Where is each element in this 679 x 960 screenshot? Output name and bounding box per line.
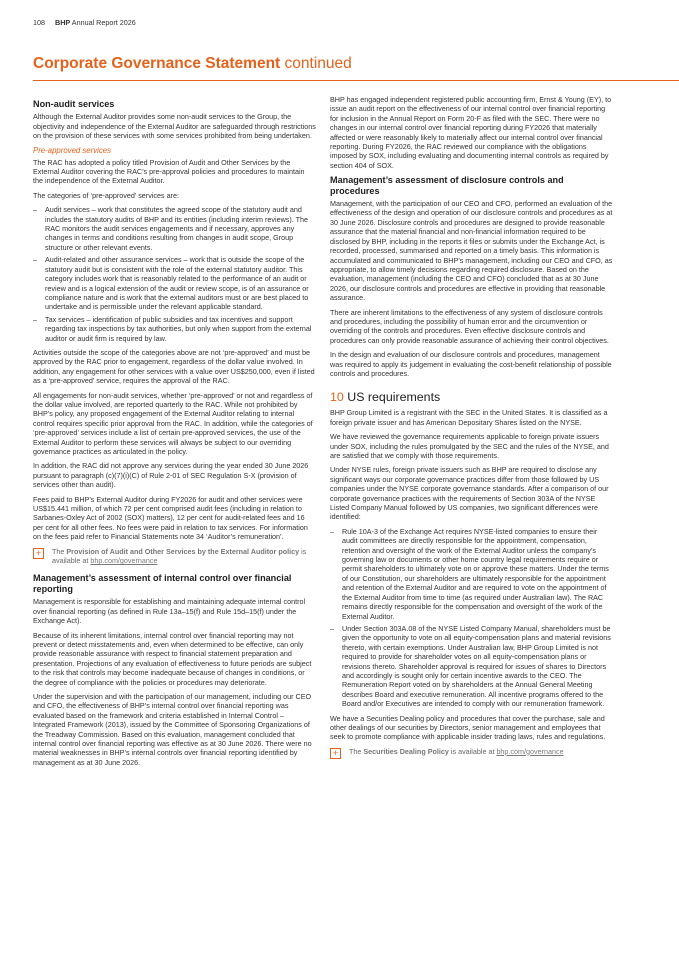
plus-icon: + <box>330 748 341 759</box>
left-column <box>33 95 316 772</box>
paragraph: There are inherent limitations to the effectiveness of any system of disclosure controls and procedures, including the possibility of human error and the circumvention or overriding of the controls and procedures. Even effective disclosure controls and procedures can only provide reasonable assurance of achieving their control objectives. <box>330 307 609 345</box>
section-title: US requirements <box>347 390 441 405</box>
title-divider <box>33 80 679 81</box>
paragraph: Because of its inherent limitations, internal control over financial reporting may not prevent or detect misstatements and, even when determined to be effective, can only provide reasonable assurance with respect to financial statement preparation and presentation. Projections of any evaluation of effectiveness to future periods are subject to the risk that controls may become inadequate because of changes in conditions, or the degree of compliance with the policies or procedures may deteriorate. <box>33 630 312 687</box>
callout-middle: is available at <box>448 746 497 756</box>
paragraph: We have a Securities Dealing policy and procedures that cover the purchase, sale and other dealings of our securities by Directors, senior management and employees that seek to promote compliance with applicable insider trading laws, rules and regulations. <box>330 713 606 742</box>
paragraph: Management is responsible for establishing and maintaining adequate internal control over financial reporting (as defined in Rule 13a–15(f) and Rule 15d–15(f) under the Exchange Act). <box>33 597 306 626</box>
paragraph: BHP Group Limited is a registrant with the SEC in the United States. It is classified as a foreign private issuer and has American Depositary Shares listed on the NYSE. <box>330 408 608 427</box>
paragraph: In addition, the RAC did not approve any services during the year ended 30 June 2026 pursuant to paragraph (c)(7)(i)(C) of Rule 2-01 of SEC Regulation S-X (provision of services other than audit). <box>33 461 309 490</box>
governance-link[interactable]: bhp.com/governance <box>496 746 564 756</box>
report-brand: BHP <box>55 18 71 27</box>
callout-policy-name: Provision of Audit and Other Services by the External Auditor policy <box>66 546 300 556</box>
list-item: – Rule 10A-3 of the Exchange Act requires NYSE-listed companies to ensure their audit committees are directly responsible for the appointment, compensation, retention and oversight of the work of the External Auditor unless the company’s governing law or documents or other home country legal requirements require or permit shareholders to ultimately vote on or approve these matters. Under the terms of our Constitution, our shareholders are ultimately responsible for the appointment and retention of the External Auditor and are required to vote on the appointment of the External Auditor from time to time (as required under Australian law). The RAC remains directly responsible for the compensation and oversight of the work of the External Auditor. <box>330 527 613 621</box>
list-item: – Tax services – identification of public subsidies and tax incentives and support regarding tax inspections by tax authorities, but only when support from the external auditor or audit firm is required by law. <box>33 315 316 343</box>
paragraph: The RAC has adopted a policy titled Provision of Audit and Other Services by the External Auditor covering the RAC’s pre-approval policies and procedures to maintain the independence of the External Auditor. <box>33 157 305 186</box>
paragraph: All engagements for non-audit services, whether ‘pre-approved’ or not and regardless of the dollar value involved, are reported quarterly to the RAC. While not prohibited by BHP’s policy, any proposed engagement of the External Auditor relating to internal control requires specific prior approval from the RAC. In addition, while the categories of ‘pre-approved’ services include a list of certain pre-approved services, the use of the External Auditor to perform these services will always be subject to our overriding governance practices as articulated in the policy. <box>33 390 313 456</box>
page-title <box>33 55 352 73</box>
paragraph: Management, with the participation of our CEO and CFO, performed an evaluation of the effectiveness of the design and operation of our disclosure controls and procedures as at 30 June 2026. Disclosure controls and procedures are designed to provide reasonable assurance that the material financial and non-financial information required to be disclosed by BHP, including in the reports it files or submits under the Exchange Act, is recorded, processed, summarised and reported on a timely basis. This information is accumulated and communicated to BHP’s management, including our CEO and CFO, as appropriate, to allow timely decisions regarding required disclosure. Based on the evaluation, management (including the CEO and CFO) concluded that as at 30 June 2026, our disclosure controls and procedures are effective in providing that reasonable assurance. <box>330 199 613 303</box>
paragraph: Although the External Auditor provides some non-audit services to the Group, the objectivity and independence of the External Auditor are safeguarded through restrictions on the provision of these services with some services prohibited from being undertaken. <box>33 112 316 141</box>
page-header <box>33 18 136 27</box>
page-number: 108 <box>33 18 45 27</box>
section-heading-us-requirements <box>330 390 613 404</box>
nyse-differences-list <box>330 527 613 709</box>
paragraph: In the design and evaluation of our disclosure controls and procedures, management was required to apply its judgement in evaluating the cost-benefit relationship of possible controls and procedures. <box>330 350 612 378</box>
page-title-suffix: continued <box>284 55 352 72</box>
list-item: – Under Section 303A.08 of the NYSE Listed Company Manual, shareholders must be given the opportunity to vote on all equity-compensation plans and material revisions thereto, with certain exemptions. Under Australian law, BHP Group Limited is not required to provide for shareholder votes on all equity-compensation plans or revisions thereto. Shareholder approval is required for issues of shares to Directors and accordingly is sought only for certain incentive awards to the CEO. The Remuneration Report voted on by shareholders at the Annual General Meeting describes Board and executive remuneration. All incentive programs offered to the Board and/or Executives are intended to comply with our remuneration framework. <box>330 624 613 709</box>
list-item: – Audit-related and other assurance services – work that is outside the scope of the statutory audit but is consistent with the role of the external statutory auditor. This category includes work that is reasonably related to the performance of an audit or review and is a logical extension of the audit or review scope, is of an assurance or compliance nature and is work that the external auditors must or are best placed to undertake and is permissible under the relevant applicable standard. <box>33 255 316 311</box>
page-title-main: Corporate Governance Statement <box>33 55 281 72</box>
paragraph: Fees paid to BHP’s External Auditor during FY2026 for audit and other services were US$15.441 million, of which 72 per cent comprised audit fees (including in relation to Sarbanes-Oxley Act of 2002 (SOX) matters), 12 per cent for audit-related fees and 16 per cent for all other fees. No fees were paid in relation to tax services. For information on the fees paid refer to Financial Statements note 34 ‘Auditor’s remuneration’. <box>33 494 308 542</box>
pre-approved-categories-list <box>33 205 316 343</box>
right-column <box>330 95 613 767</box>
plus-icon: + <box>33 548 44 559</box>
callout-text <box>52 547 316 566</box>
section-number: 10 <box>330 390 344 405</box>
heading-internal-control: Management’s assessment of internal control over financial reporting <box>33 573 292 594</box>
paragraph: Activities outside the scope of the categories above are not ‘pre-approved’ and must be approved by the RAC prior to engagement, regardless of the dollar value involved. In addition, any engagement for other services with a value over US$250,000, even if listed as a ‘pre-approved’ service, requires the approval of the RAC. <box>33 347 315 386</box>
callout-middle: is available at <box>52 546 307 566</box>
paragraph: Under the supervision and with the participation of our management, including our CEO and CFO, the effectiveness of BHP’s internal control over financial reporting was evaluated based on the framework and criteria established in Internal Control – Integrated Framework (2013), issued by the Committee of Sponsoring Organizations of the Treadway Commission. Based on this evaluation, management concluded that internal control over financial reporting was effective as at 30 June 2026. There were no material weaknesses in BHP’s internal controls over financial reporting identified by management as at 30 June 2026. <box>33 691 312 767</box>
callout-prefix: The <box>349 746 364 756</box>
subheading-pre-approved-services: Pre-approved services <box>33 145 112 155</box>
callout-text <box>349 747 564 756</box>
heading-disclosure-controls: Management’s assessment of disclosure controls and procedures <box>330 175 564 196</box>
paragraph: Under NYSE rules, foreign private issuers such as BHP are required to disclose any significant ways our corporate governance practices differ from those followed by US companies under the NYSE corporate governance standards. After a comparison of our corporate governance practices with the requirements of Section 303A of the NYSE Listed Company Manual followed by US companies, two significant differences were identified: <box>330 465 609 522</box>
policy-callout <box>33 547 316 566</box>
heading-non-audit-services: Non-audit services <box>33 99 115 109</box>
paragraph: We have reviewed the governance requirements applicable to foreign private issuers under SOX, including the rules promulgated by the SEC and the rules of the NYSE, and are satisfied that we comply with those requirements. <box>330 432 609 460</box>
callout-policy-name: Securities Dealing Policy <box>363 746 449 756</box>
paragraph: The categories of ‘pre-approved’ services are: <box>33 190 179 200</box>
paragraph: BHP has engaged independent registered public accounting firm, Ernst & Young (EY), to issue an audit report on the effectiveness of our internal control over financial reporting for inclusion in the Annual Report on Form 20-F as filed with the SEC. There were no changes in our internal control over financial reporting during FY2026 that materially affected or were reasonably likely to materially affect our internal control over financial reporting. During FY2026, the RAC reviewed our compliance with the obligations imposed by SOX, including evaluating and documenting internal controls as required by section 404 of SOX. <box>330 95 612 170</box>
list-item: – Audit services – work that constitutes the agreed scope of the statutory audit and includes the statutory audits of BHP and its entities (including interim reviews). The RAC monitors the audit services engagements and if necessary, approves any changes in terms and conditions resulting from changes in audit scope, Group structure or other relevant events. <box>33 205 316 252</box>
callout-prefix: The <box>52 546 67 556</box>
report-title: Annual Report 2026 <box>71 18 136 27</box>
policy-callout <box>330 747 613 759</box>
governance-link[interactable]: bhp.com/governance <box>90 556 158 566</box>
